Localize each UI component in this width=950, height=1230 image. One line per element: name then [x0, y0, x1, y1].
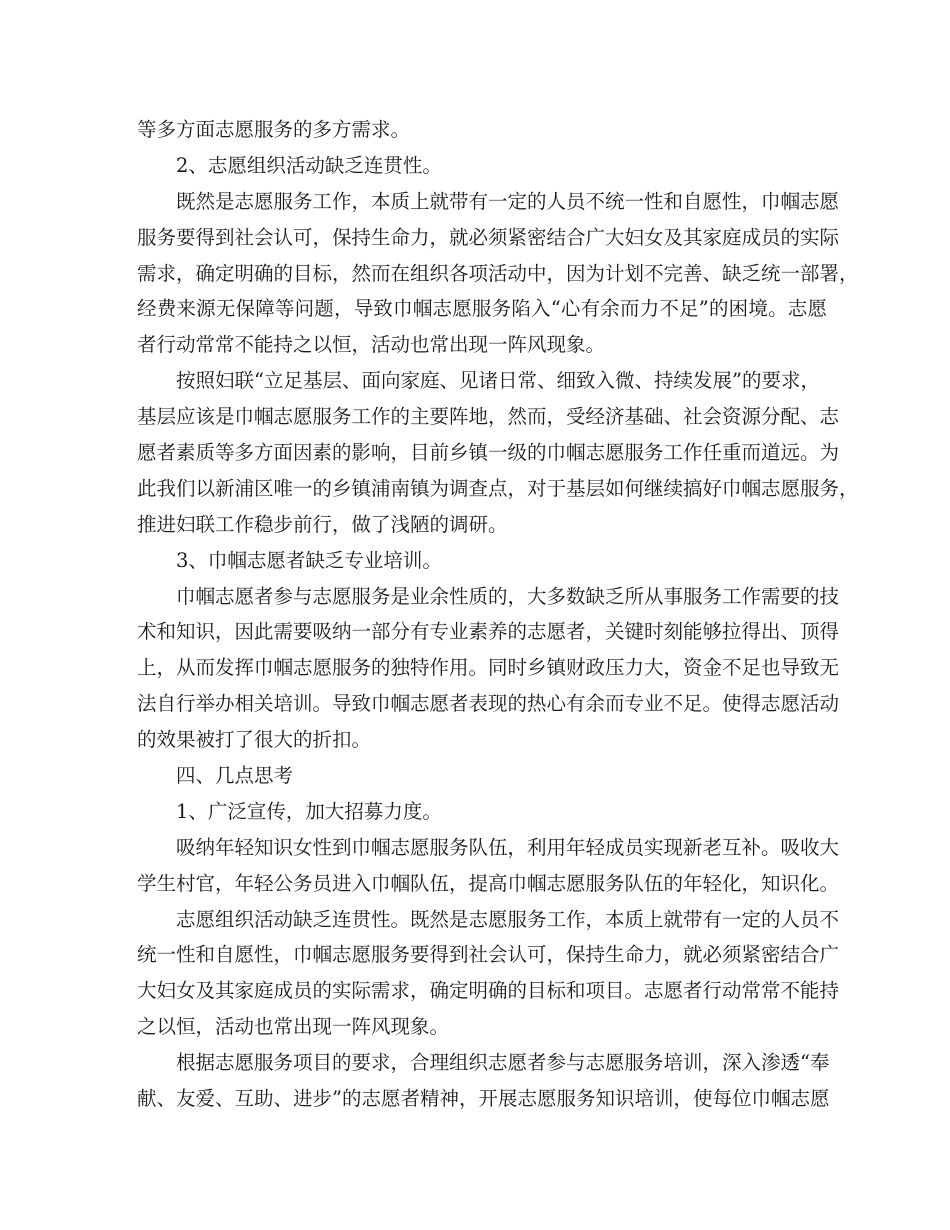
document-body: [137, 112, 859, 1117]
text-line: 志愿组织活动缺乏连贯性。既然是志愿服务工作，本质上就带有一定的人员不: [176, 907, 840, 931]
text-line: 学生村官，年轻公务员进入巾帼队伍，提高巾帼志愿服务队伍的年轻化，知识化。: [137, 871, 840, 895]
text-line: 根据志愿服务项目的要求，合理组织志愿者参与志愿服务培训，深入渗透“奉: [176, 1051, 830, 1075]
text-line: 之以恒，活动也常出现一阵风现象。: [137, 1015, 450, 1039]
text-line: 法自行举办相关培训。导致巾帼志愿者表现的热心有余而专业不足。使得志愿活动: [137, 692, 840, 716]
text-line: 献、友爱、互助、进步”的志愿者精神，开展志愿服务知识培训，使每位巾帼志愿: [137, 1087, 830, 1111]
text-line: 巾帼志愿者参与志愿服务是业余性质的，大多数缺乏所从事服务工作需要的技: [176, 584, 840, 608]
text-line: 者行动常常不能持之以恒，活动也常出现一阵风现象。: [137, 333, 606, 357]
text-line: 吸纳年轻知识女性到巾帼志愿服务队伍，利用年轻成员实现新老互补。吸收大: [176, 835, 840, 859]
section-heading: 2、志愿组织活动缺乏连贯性。: [176, 153, 442, 177]
text-line: 上，从而发挥巾帼志愿服务的独特作用。同时乡镇财政压力大，资金不足也导致无: [137, 656, 840, 680]
text-line: 愿者素质等多方面因素的影响，目前乡镇一级的巾帼志愿服务工作任重而道远。为: [137, 441, 840, 465]
text-line: 统一性和自愿性，巾帼志愿服务要得到社会认可，保持生命力，就必须紧密结合广: [137, 943, 840, 967]
text-line: 需求，确定明确的目标，然而在组织各项活动中，因为计划不完善、缺乏统一部署，: [137, 261, 859, 285]
text-line: 按照妇联“立足基层、面向家庭、见诸日常、细致入微、持续发展”的要求，: [176, 369, 820, 393]
text-line: 既然是志愿服务工作，本质上就带有一定的人员不统一性和自愿性，巾帼志愿: [176, 189, 840, 213]
text-line: 术和知识，因此需要吸纳一部分有专业素养的志愿者，关键时刻能够拉得出、顶得: [137, 620, 840, 644]
text-line: 大妇女及其家庭成员的实际需求，确定明确的目标和项目。志愿者行动常常不能持: [137, 979, 840, 1003]
section-heading: 3、巾帼志愿者缺乏专业培训。: [176, 548, 442, 572]
text-line: 此我们以新浦区唯一的乡镇浦南镇为调查点，对于基层如何继续搞好巾帼志愿服务，: [137, 476, 859, 500]
text-line: 基层应该是巾帼志愿服务工作的主要阵地，然而，受经济基础、社会资源分配、志: [137, 405, 840, 429]
section-heading: 四、几点思考: [176, 764, 294, 788]
text-line: 推进妇联工作稳步前行，做了浅陋的调研。: [137, 512, 508, 536]
text-line: 等多方面志愿服务的多方需求。: [137, 118, 411, 141]
text-line: 的效果被打了很大的折扣。: [137, 728, 372, 752]
text-line: 服务要得到社会认可，保持生命力，就必须紧密结合广大妇女及其家庭成员的实际: [137, 225, 840, 249]
section-heading: 1、广泛宣传，加大招募力度。: [176, 799, 442, 823]
text-line: 经费来源无保障等问题，导致巾帼志愿服务陷入“心有余而力不足”的困境。志愿: [137, 297, 827, 321]
